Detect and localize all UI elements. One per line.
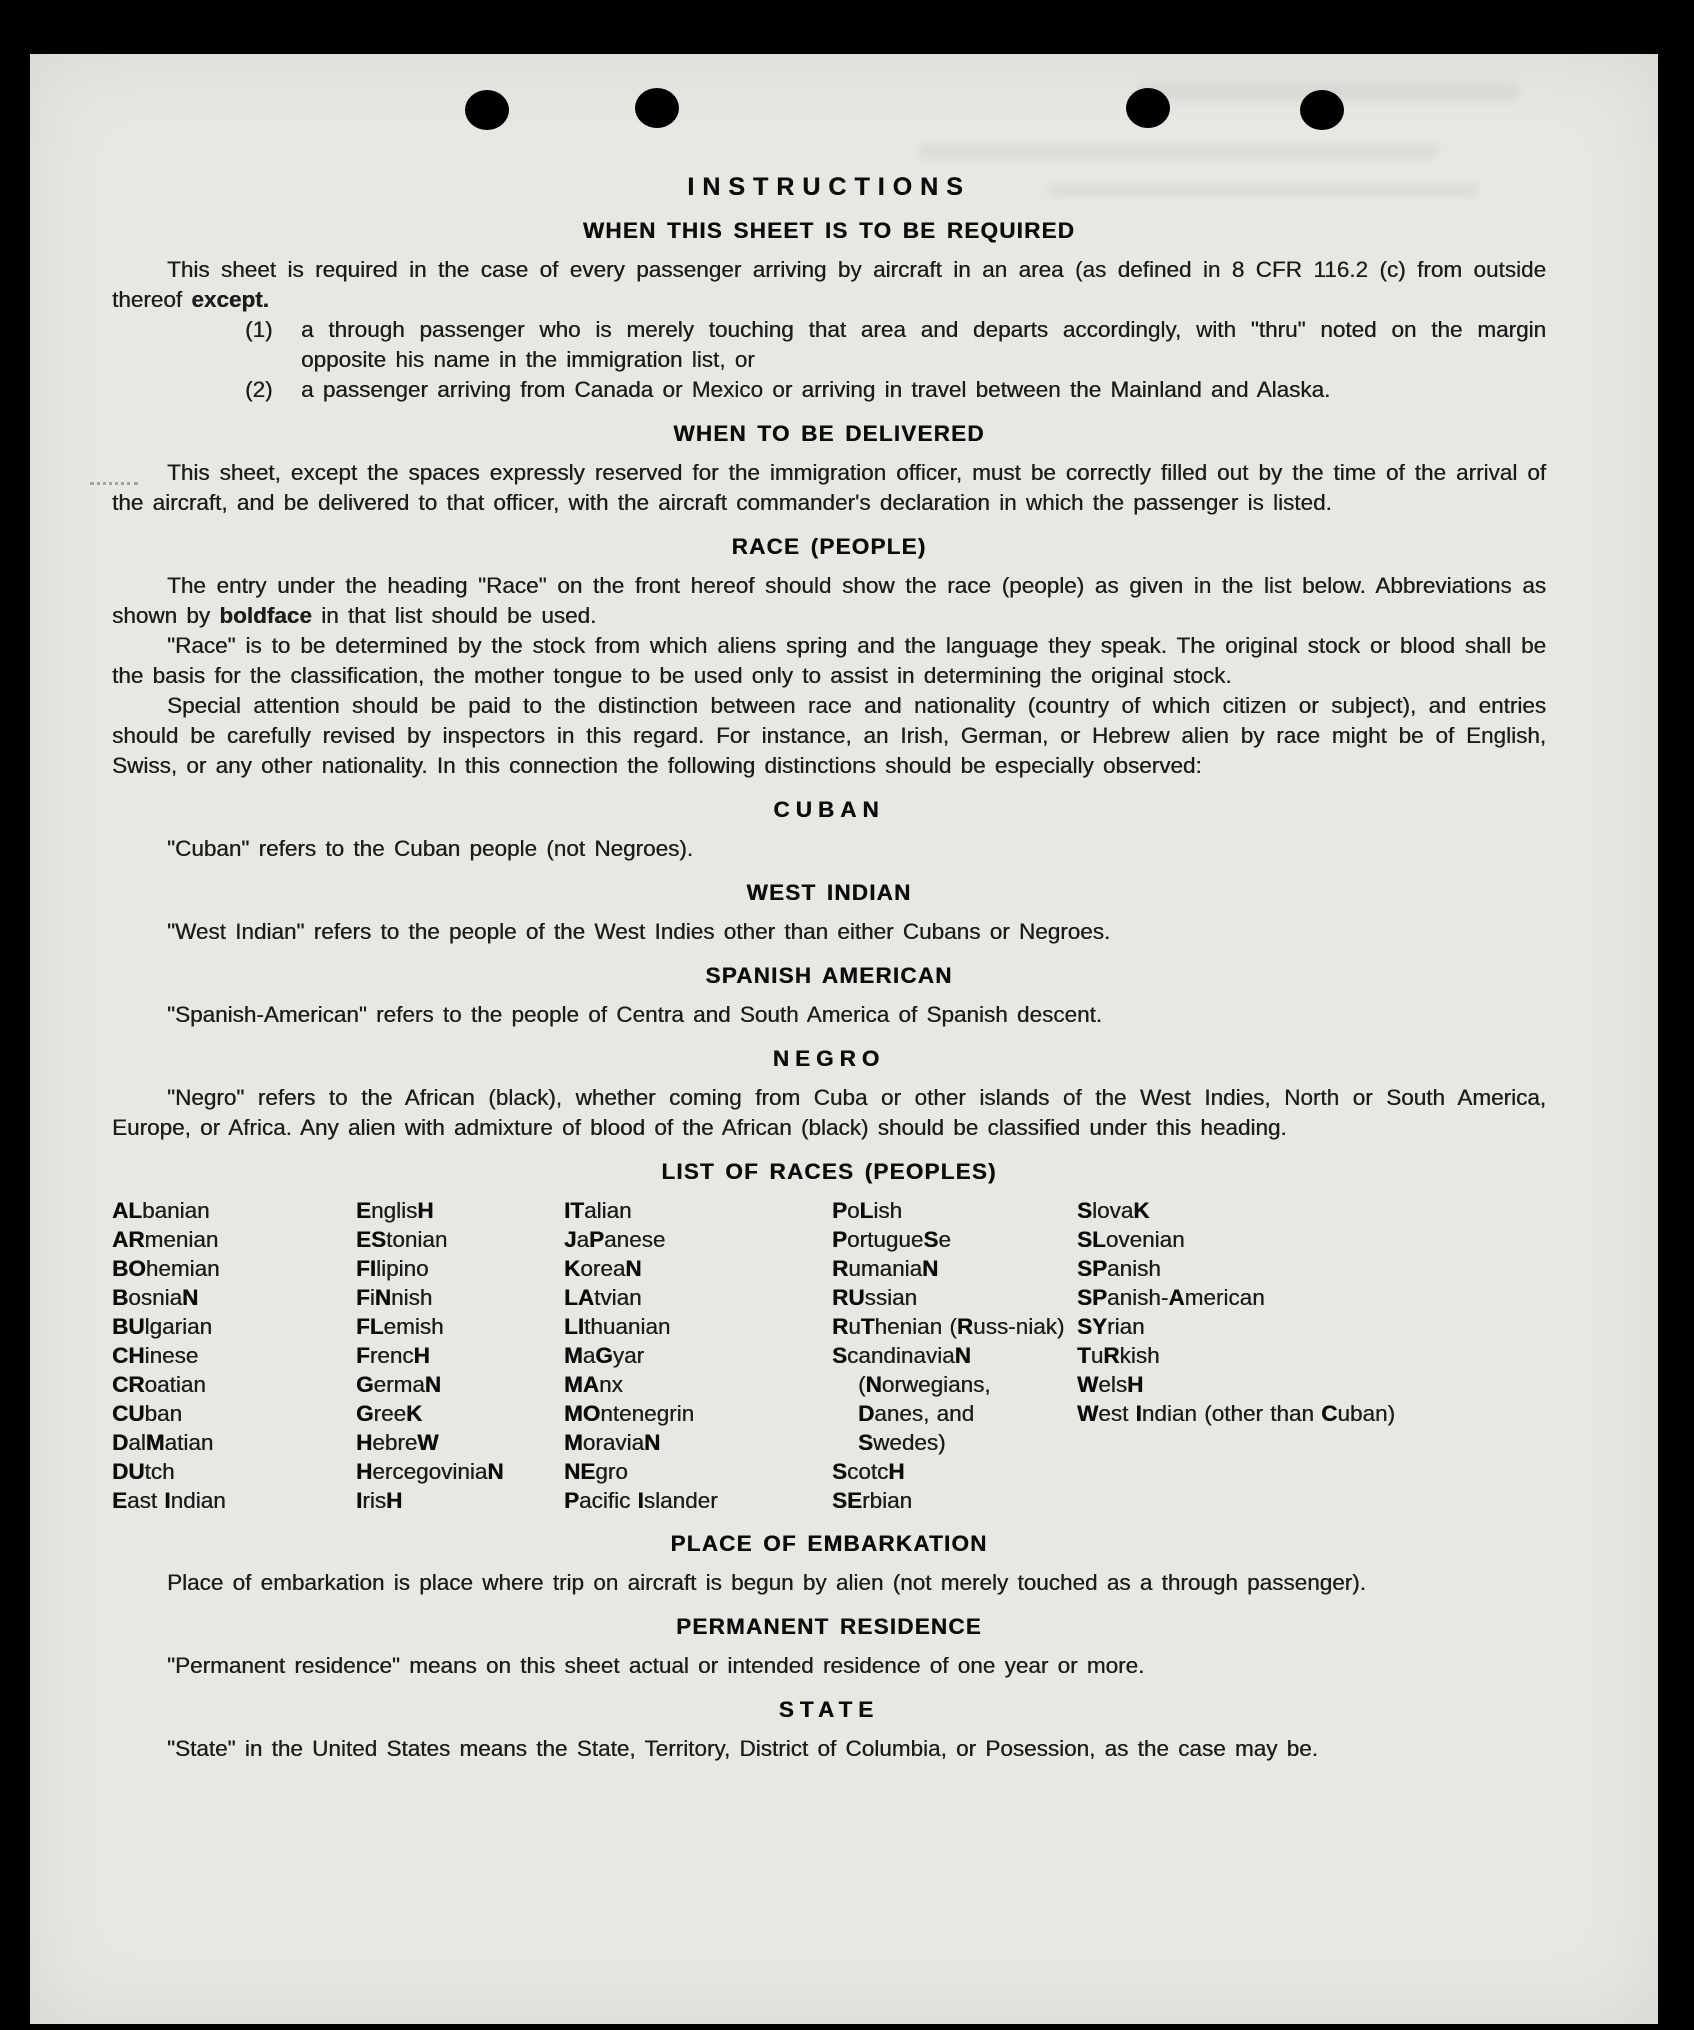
paragraph-cuban: "Cuban" refers to the Cuban people (not Negroes).	[167, 836, 694, 861]
races-col-4	[1077, 1196, 1546, 1515]
race-item: BosniaN	[112, 1285, 199, 1310]
punch-hole	[1300, 90, 1344, 130]
race-item: TuRkish	[1077, 1343, 1160, 1368]
item-text: a passenger arriving from Canada or Mexico or arriving in travel between the Mainland and Alaska.	[301, 377, 1331, 402]
document-page	[30, 54, 1658, 2024]
race-item: NEgro	[564, 1459, 628, 1484]
paragraph-race-1	[112, 571, 1546, 631]
race-item: West Indian (other than Cuban)	[1077, 1401, 1395, 1426]
race-item: CRoatian	[112, 1372, 206, 1397]
paragraph-spanish-american: "Spanish-American" refers to the people of Centra and South America of Spanish descent.	[167, 1002, 1102, 1027]
race-item: ScandinaviaN (Norwegians, Danes, and Swedes)	[832, 1343, 991, 1455]
section-heading-west-indian: WEST INDIAN	[746, 880, 912, 905]
race-item: FrencH	[356, 1343, 430, 1368]
race-item: IrisH	[356, 1488, 403, 1513]
race-item: East Indian	[112, 1488, 226, 1513]
paragraph-state: "State" in the United States means the State, Territory, District of Columbia, or Posession, as the case may be.	[167, 1736, 1318, 1761]
race-item: CHinese	[112, 1343, 199, 1368]
race-item: DUtch	[112, 1459, 175, 1484]
races-list	[112, 1196, 1546, 1515]
paragraph-negro: "Negro" refers to the African (black), whether coming from Cuba or other islands of the West Indies, North or South America, Europe, or Africa. Any alien with admixture of blood of the African (black) should be classified under this heading.	[112, 1085, 1546, 1140]
section-heading-race: RACE (PEOPLE)	[731, 534, 927, 559]
section-heading-races-list: LIST OF RACES (PEOPLES)	[661, 1159, 997, 1184]
race-item: GermaN	[356, 1372, 442, 1397]
race-item: RuThenian (Russ-niak)	[832, 1314, 1065, 1339]
paragraph-race-3: Special attention should be paid to the distinction between race and nationality (country of which citizen or subject), and entries should be carefully revised by inspectors in this regard. For instance, an Irish, German, or Hebrew alien by race might be of English, Swiss, or any other nationality. In this connection the following distinctions should be especially observed:	[112, 693, 1546, 778]
section-heading-delivered: WHEN TO BE DELIVERED	[673, 421, 985, 446]
paragraph-west-indian: "West Indian" refers to the people of the West Indies other than either Cubans or Negroes.	[167, 919, 1111, 944]
section-heading-spanish-american: SPANISH AMERICAN	[705, 963, 953, 988]
race-item: SPanish-American	[1077, 1285, 1265, 1310]
paragraph-delivered: This sheet, except the spaces expressly reserved for the immigration officer, must be correctly filled out by the time of the arrival of the aircraft, and be delivered to that officer, with the aircraft commander's declaration in which the passenger is listed.	[112, 460, 1546, 515]
section-heading-negro: NEGRO	[772, 1046, 886, 1071]
required-numbered-list	[245, 315, 1546, 405]
race-item: RumaniaN	[832, 1256, 939, 1281]
race-text-1: The entry under the heading "Race" on the front hereof should show the race (people) as given in the list below. Abbreviations as shown by	[112, 573, 1546, 628]
race-item: BOhemian	[112, 1256, 220, 1281]
race-item: PoLish	[832, 1198, 903, 1223]
race-item: EStonian	[356, 1227, 448, 1252]
section-heading-embarkation: PLACE OF EMBARKATION	[670, 1531, 988, 1556]
race-item: CUban	[112, 1401, 183, 1426]
paragraph-residence: "Permanent residence" means on this sheet actual or intended residence of one year or more.	[167, 1653, 1145, 1678]
section-heading-residence: PERMANENT RESIDENCE	[676, 1614, 982, 1639]
race-item: HercegoviniaN	[356, 1459, 504, 1484]
race-item: DalMatian	[112, 1430, 214, 1455]
races-col-1	[356, 1196, 564, 1515]
race-item: SYrian	[1077, 1314, 1145, 1339]
list-item	[245, 375, 1546, 405]
race-item: SErbian	[832, 1488, 913, 1513]
race-item: GreeK	[356, 1401, 423, 1426]
races-col-3	[832, 1196, 1077, 1515]
race-item: FIlipino	[356, 1256, 429, 1281]
paragraph-race-2: "Race" is to be determined by the stock from which aliens spring and the language they speak. The original stock or blood shall be the basis for the classification, the mother tongue to be used only to assist in determining the original stock.	[112, 633, 1546, 688]
paragraph-embarkation: Place of embarkation is place where trip on aircraft is begun by alien (not merely touched as a through passenger).	[167, 1570, 1366, 1595]
race-item: LIthuanian	[564, 1314, 671, 1339]
race-item: MaGyar	[564, 1343, 645, 1368]
races-col-2	[564, 1196, 832, 1515]
section-heading-required: WHEN THIS SHEET IS TO BE REQUIRED	[582, 218, 1076, 243]
item-text: a through passenger who is merely touching that area and departs accordingly, with "thru" noted on the margin opposite his name in the immigration list, or	[301, 317, 1546, 372]
list-item	[245, 315, 1546, 375]
races-col-0	[112, 1196, 356, 1515]
race-item: RUssian	[832, 1285, 918, 1310]
page-title: INSTRUCTIONS	[687, 173, 971, 201]
race-item: ScotcH	[832, 1459, 905, 1484]
race-item: JaPanese	[564, 1227, 666, 1252]
race-item: SPanish	[1077, 1256, 1161, 1281]
race-item: FiNnish	[356, 1285, 433, 1310]
race-item: MOntenegrin	[564, 1401, 695, 1426]
punch-hole	[635, 88, 679, 128]
race-item: PortugueSe	[832, 1227, 951, 1252]
section-heading-cuban: CUBAN	[773, 797, 885, 822]
race-bold-boldface: boldface	[219, 603, 312, 628]
race-item: EnglisH	[356, 1198, 434, 1223]
race-item: FLemish	[356, 1314, 444, 1339]
paragraph-required	[112, 255, 1546, 315]
race-item: ALbanian	[112, 1198, 210, 1223]
document-content	[30, 54, 1658, 1764]
race-item: Pacific Islander	[564, 1488, 718, 1513]
punch-hole	[465, 90, 509, 130]
required-text: This sheet is required in the case of every passenger arriving by aircraft in an area (as defined in 8 CFR 116.2 (c) from outside thereof	[112, 257, 1546, 312]
section-heading-state: STATE	[778, 1697, 880, 1722]
punch-hole	[1126, 88, 1170, 128]
required-bold-except: except.	[191, 287, 269, 312]
race-item: HebreW	[356, 1430, 439, 1455]
race-item: ITalian	[564, 1198, 632, 1223]
race-item: ARmenian	[112, 1227, 219, 1252]
item-number: (1)	[245, 317, 273, 342]
item-number: (2)	[245, 377, 273, 402]
race-item: SLovenian	[1077, 1227, 1185, 1252]
race-item: LAtvian	[564, 1285, 642, 1310]
race-text-2: in that list should be used.	[311, 603, 597, 628]
race-item: SlovaK	[1077, 1198, 1150, 1223]
race-item: KoreaN	[564, 1256, 642, 1281]
race-item: MoraviaN	[564, 1430, 661, 1455]
race-item: BUlgarian	[112, 1314, 213, 1339]
race-item: WelsH	[1077, 1372, 1144, 1397]
race-item: MAnx	[564, 1372, 623, 1397]
